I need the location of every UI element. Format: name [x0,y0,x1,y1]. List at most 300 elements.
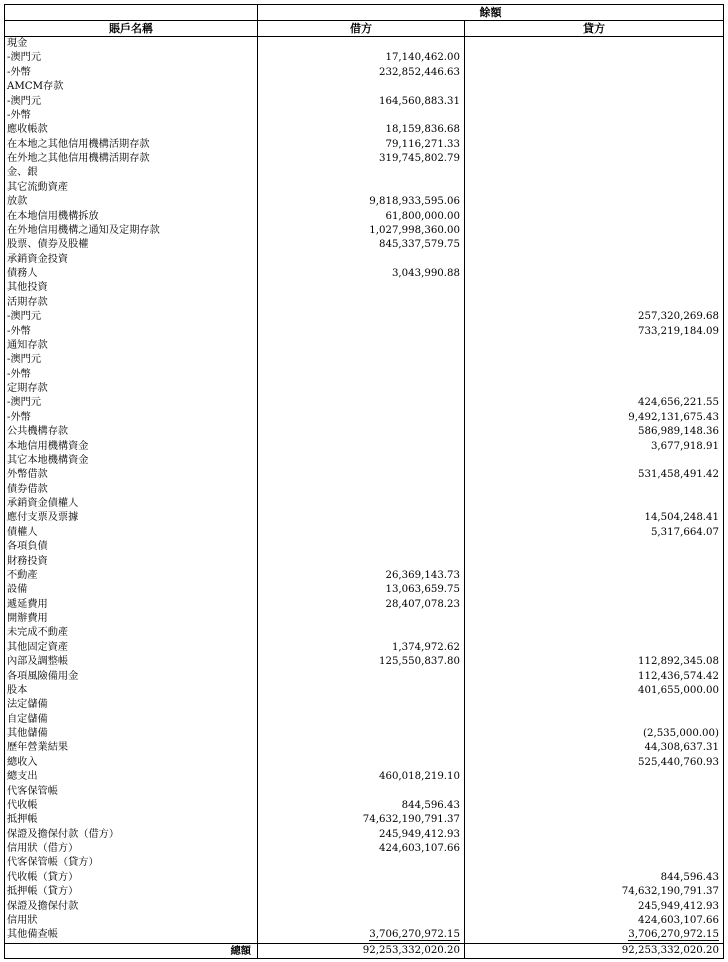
debit-header: 借方 [258,21,465,36]
account-name-cell: 保證及擔保付款（借方） [5,828,258,842]
credit-cell [465,741,723,755]
debit-cell [258,325,465,339]
credit-cell [465,684,723,698]
table-row [5,713,723,727]
credit-cell [465,770,723,784]
credit-cell [465,799,723,813]
account-name-cell: 各項風險備用金 [5,670,258,684]
credit-value: 112,892,345.08 [637,656,719,668]
account-name-cell: -外幣 [5,368,258,382]
table-row [5,339,723,353]
debit-cell [258,296,465,310]
debit-cell [258,756,465,770]
account-name-cell: 財務投資 [5,555,258,569]
credit-cell [465,353,723,367]
credit-cell [465,540,723,554]
account-name-cell: 其它流動資產 [5,181,258,195]
table-row [5,497,723,511]
account-name-cell: 歷年營業結果 [5,741,258,755]
credit-value: 3,677,918.91 [650,440,719,452]
debit-value: 164,560,883.31 [378,95,460,107]
total-label: 總額 [5,944,258,958]
debit-cell [258,138,465,152]
debit-cell [258,799,465,813]
account-name-cell: 本地信用機構資金 [5,440,258,454]
debit-value: 9,818,933,595.06 [369,196,460,208]
account-name-cell: -澳門元 [5,353,258,367]
account-name-cell: -外幣 [5,109,258,123]
balance-sheet-table [4,4,724,959]
account-name-cell: 活期存款 [5,296,258,310]
debit-cell [258,641,465,655]
debit-value: 18,159,836.68 [385,124,460,136]
table-row [5,641,723,655]
table-row [5,253,723,267]
debit-value: 3,043,990.88 [391,268,460,279]
table-row [5,828,723,842]
table-row [5,368,723,382]
debit-value: 3,706,270,972.15 [369,929,460,941]
table-row [5,51,723,65]
table-row [5,325,723,339]
debit-cell [258,281,465,295]
table-row [5,195,723,209]
account-name-cell: 各項負債 [5,540,258,554]
credit-value: 9,492,131,675.43 [628,411,719,423]
credit-cell [465,612,723,626]
account-name-cell: -外幣 [5,411,258,425]
credit-cell [465,885,723,899]
account-name-cell: -澳門元 [5,51,258,65]
credit-cell [465,641,723,655]
debit-cell [258,95,465,109]
table-row [5,310,723,324]
table-row [5,813,723,827]
debit-cell [258,885,465,899]
debit-value: 26,369,143.73 [385,569,460,581]
account-name-cell: -外幣 [5,325,258,339]
credit-cell [465,871,723,885]
table-row [5,842,723,856]
table-row [5,382,723,396]
credit-cell [465,698,723,712]
header-blank-cell [5,5,258,20]
credit-value: 401,655,000.00 [637,684,719,696]
account-name-cell: 抵押帳（貸方） [5,885,258,899]
table-row [5,425,723,439]
debit-cell [258,253,465,267]
debit-cell [258,497,465,511]
credit-value: (2,535,000.00) [643,728,719,739]
credit-cell [465,670,723,684]
credit-cell [465,66,723,80]
debit-cell [258,411,465,425]
debit-cell [258,741,465,755]
table-row [5,138,723,152]
total-credit: 92,253,332,020.20 [621,944,719,956]
account-name-cell: 應收帳款 [5,123,258,137]
credit-cell [465,626,723,640]
table-row [5,785,723,799]
account-name-cell: 債券借款 [5,483,258,497]
table-row [5,670,723,684]
credit-value: 245,949,412.93 [637,900,719,912]
credit-cell [465,325,723,339]
debit-cell [258,181,465,195]
credit-cell [465,813,723,827]
debit-cell [258,770,465,784]
credit-cell [465,425,723,439]
table-row [5,799,723,813]
header-row-2 [5,21,723,37]
account-name-cell: -澳門元 [5,95,258,109]
debit-value: 1,374,972.62 [391,641,460,653]
credit-cell [465,555,723,569]
debit-value: 74,632,190,791.37 [362,814,460,826]
table-row [5,396,723,410]
credit-cell [465,267,723,281]
credit-value: 14,504,248.41 [644,512,719,524]
credit-cell [465,756,723,770]
debit-cell [258,583,465,597]
balance-header: 餘額 [479,6,502,19]
credit-cell [465,856,723,870]
account-name-cell: 定期存款 [5,382,258,396]
debit-value: 845,337,579.75 [378,239,460,251]
account-name-cell: 其它本地機構資金 [5,454,258,468]
debit-cell [258,727,465,741]
account-name-cell: 設備 [5,583,258,597]
debit-cell [258,368,465,382]
account-name-cell: 現金 [5,37,258,51]
account-name-cell: 承銷資金債權人 [5,497,258,511]
debit-cell [258,511,465,525]
credit-cell [465,526,723,540]
debit-value: 245,949,412.93 [378,828,460,840]
table-row [5,684,723,698]
credit-cell [465,210,723,224]
credit-value: 257,320,269.68 [637,311,719,323]
account-name-cell: 法定儲備 [5,698,258,712]
debit-cell [258,900,465,914]
table-row [5,928,723,942]
account-name-cell: 總收入 [5,756,258,770]
credit-cell [465,900,723,914]
account-name-cell: 承銷資金投資 [5,253,258,267]
table-row [5,454,723,468]
account-name-cell: 抵押帳 [5,813,258,827]
debit-cell [258,195,465,209]
account-name-cell: 內部及調整帳 [5,655,258,669]
account-name-cell: 債務人 [5,267,258,281]
debit-value: 844,596.43 [401,799,460,811]
account-name-cell: 自定儲備 [5,713,258,727]
table-row [5,626,723,640]
debit-cell [258,123,465,137]
debit-cell [258,310,465,324]
account-name-cell: 信用狀（借方） [5,842,258,856]
debit-cell [258,210,465,224]
debit-cell [258,267,465,281]
credit-header: 貸方 [583,22,605,35]
debit-value: 319,745,802.79 [378,153,460,164]
table-row [5,483,723,497]
account-name-cell: 債權人 [5,526,258,540]
table-row [5,411,723,425]
table-row [5,353,723,367]
account-name-cell: 其他固定資產 [5,641,258,655]
debit-value: 125,550,837.80 [378,656,460,668]
table-row [5,756,723,770]
debit-cell [258,224,465,238]
credit-value: 424,603,107.66 [637,914,719,926]
account-name-cell: 代收帳（貸方） [5,871,258,885]
credit-cell [465,497,723,511]
table-row [5,511,723,525]
debit-cell [258,425,465,439]
credit-cell [465,928,723,942]
debit-cell [258,166,465,180]
credit-cell [465,382,723,396]
debit-cell [258,626,465,640]
account-name-cell: 股本 [5,684,258,698]
credit-cell [465,914,723,928]
table-row [5,698,723,712]
table-row [5,655,723,669]
account-name-cell: 金、銀 [5,166,258,180]
debit-cell [258,828,465,842]
credit-cell [465,440,723,454]
account-name-cell: 遞延費用 [5,598,258,612]
table-row [5,123,723,137]
account-name-cell: 不動產 [5,569,258,583]
debit-cell [258,698,465,712]
credit-value: 74,632,190,791.37 [621,886,719,898]
debit-value: 79,116,271.33 [385,138,460,150]
credit-value: 525,440,760.93 [637,756,719,768]
credit-cell [465,138,723,152]
credit-cell [465,583,723,597]
credit-value: 44,308,637.31 [644,742,719,754]
table-row [5,555,723,569]
credit-cell [465,396,723,410]
debit-cell [258,842,465,856]
debit-cell [258,80,465,94]
credit-cell [465,224,723,238]
debit-value: 28,407,078.23 [385,598,460,610]
account-name-cell: 保證及擔保付款 [5,900,258,914]
debit-cell [258,526,465,540]
debit-cell [258,785,465,799]
table-row [5,526,723,540]
table-row [5,770,723,784]
debit-cell [258,51,465,65]
account-name-cell: 在外地之其他信用機構活期存款 [5,152,258,166]
table-row [5,727,723,741]
table-row [5,37,723,51]
credit-cell [465,123,723,137]
credit-cell [465,468,723,482]
debit-cell [258,612,465,626]
debit-value: 61,800,000.00 [385,210,460,222]
credit-cell [465,95,723,109]
table-row [5,281,723,295]
credit-value: 531,458,491.42 [637,469,719,481]
total-debit: 92,253,332,020.20 [258,944,465,958]
credit-cell [465,411,723,425]
table-row [5,95,723,109]
debit-cell [258,353,465,367]
debit-cell [258,396,465,410]
table-row [5,914,723,928]
table-row [5,598,723,612]
table-row [5,210,723,224]
credit-cell [465,598,723,612]
account-name-header: 賬戶名稱 [5,21,258,36]
account-name-cell: 信用狀 [5,914,258,928]
table-row [5,152,723,166]
table-row [5,109,723,123]
debit-cell [258,928,465,942]
account-name-cell: 外幣借款 [5,468,258,482]
debit-cell [258,598,465,612]
table-row [5,468,723,482]
debit-cell [258,540,465,554]
table-row [5,166,723,180]
credit-cell [465,511,723,525]
credit-value: 112,436,574.42 [637,670,719,682]
table-row [5,741,723,755]
credit-cell [465,785,723,799]
credit-cell [465,655,723,669]
account-name-cell: 應付支票及票據 [5,511,258,525]
credit-cell [465,454,723,468]
credit-cell [465,109,723,123]
table-row [5,885,723,899]
credit-value: 3,706,270,972.15 [628,929,719,941]
debit-cell [258,483,465,497]
debit-cell [258,339,465,353]
debit-cell [258,655,465,669]
debit-cell [258,684,465,698]
account-name-cell: 代客保管帳 [5,785,258,799]
credit-cell [465,166,723,180]
credit-cell [465,80,723,94]
account-name-cell: 未完成不動產 [5,626,258,640]
debit-cell [258,66,465,80]
credit-cell [465,483,723,497]
credit-cell [465,310,723,324]
account-name-cell: 放款 [5,195,258,209]
credit-cell [465,842,723,856]
account-name-cell: 開辦費用 [5,612,258,626]
debit-cell [258,468,465,482]
credit-cell [465,51,723,65]
debit-cell [258,238,465,252]
account-name-cell: 其他備查帳 [5,928,258,942]
credit-cell [465,713,723,727]
total-row [5,943,723,958]
table-row [5,80,723,94]
debit-cell [258,813,465,827]
credit-cell [465,195,723,209]
table-row [5,267,723,281]
account-name-cell: 其他投資 [5,281,258,295]
account-name-cell: 總支出 [5,770,258,784]
debit-cell [258,871,465,885]
debit-cell [258,382,465,396]
credit-value: 5,317,664.07 [650,526,719,538]
table-row [5,900,723,914]
account-name-cell: AMCM存款 [5,80,258,94]
debit-value: 232,852,446.63 [378,66,460,78]
debit-cell [258,555,465,569]
debit-cell [258,914,465,928]
table-row [5,583,723,597]
table-row [5,238,723,252]
debit-value: 17,140,462.00 [385,52,460,64]
table-row [5,440,723,454]
account-name-cell: 在外地信用機構之通知及定期存款 [5,224,258,238]
credit-cell [465,368,723,382]
account-name-cell: 公共機構存款 [5,425,258,439]
debit-cell [258,569,465,583]
credit-cell [465,253,723,267]
credit-cell [465,238,723,252]
table-row [5,66,723,80]
credit-cell [465,727,723,741]
account-name-cell: 通知存款 [5,339,258,353]
debit-cell [258,152,465,166]
credit-cell [465,281,723,295]
account-name-cell: 在本地信用機構拆放 [5,210,258,224]
debit-cell [258,37,465,51]
credit-cell [465,828,723,842]
debit-cell [258,109,465,123]
credit-value: 424,656,221.55 [637,397,719,409]
account-name-cell: -外幣 [5,66,258,80]
debit-value: 13,063,659.75 [385,584,460,596]
debit-value: 460,018,219.10 [378,771,460,783]
account-name-cell: 代客保管帳（貸方） [5,856,258,870]
debit-value: 1,027,998,360.00 [369,224,460,236]
account-name-cell: 代收帳 [5,799,258,813]
table-row [5,569,723,583]
account-name-cell: 股票、債券及股權 [5,238,258,252]
credit-value: 586,989,148.36 [637,426,719,438]
account-name-cell: 在本地之其他信用機構活期存款 [5,138,258,152]
credit-value: 733,219,184.09 [637,325,719,337]
table-row [5,856,723,870]
table-row [5,296,723,310]
credit-cell [465,181,723,195]
table-body [5,37,723,943]
debit-cell [258,454,465,468]
table-row [5,540,723,554]
debit-cell [258,713,465,727]
table-row [5,224,723,238]
credit-cell [465,569,723,583]
account-name-cell: -澳門元 [5,310,258,324]
credit-cell [465,339,723,353]
debit-cell [258,670,465,684]
credit-cell [465,296,723,310]
header-row-1 [5,5,723,21]
table-row [5,612,723,626]
table-row [5,181,723,195]
credit-cell [465,152,723,166]
account-name-cell: -澳門元 [5,396,258,410]
